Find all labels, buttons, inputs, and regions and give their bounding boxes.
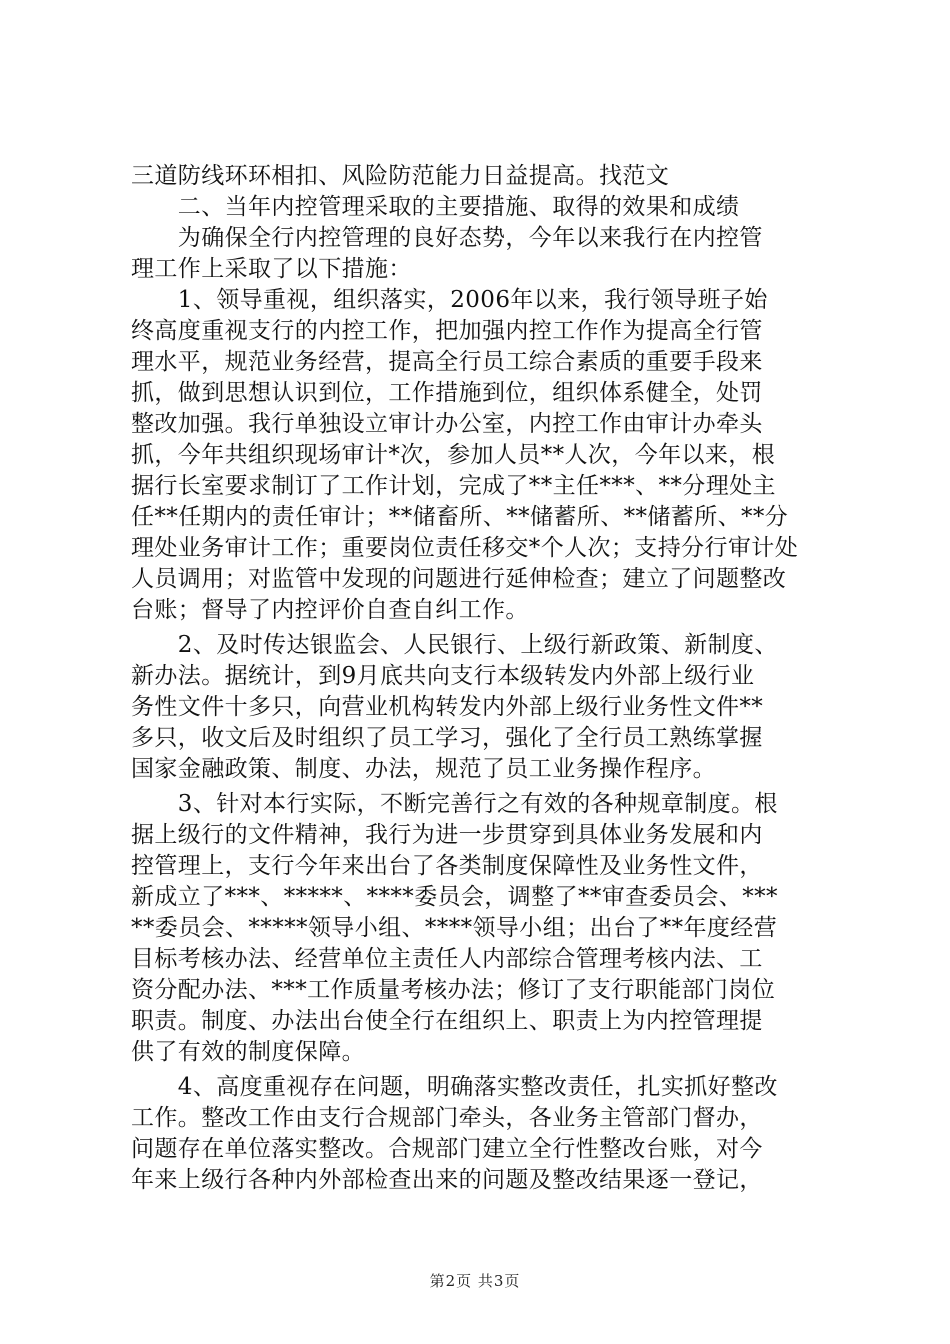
text-line: 工作。整改工作由支行合规部门牵头，各业务主管部门督办， — [131, 1105, 763, 1131]
document-body — [131, 161, 831, 1196]
text-line: 为确保全行内控管理的良好态势，今年以来我行在内控管 — [131, 225, 763, 251]
text-line: 年来上级行各种内外部检查出来的问题及整改结果逐一登记， — [131, 1167, 763, 1193]
text-line: 供了有效的制度保障。 — [131, 1039, 365, 1065]
text-line: 问题存在单位落实整改。合规部门建立全行性整改台账，对今 — [131, 1136, 763, 1162]
text-line: 1、领导重视，组织落实，2006年以来，我行领导班子始 — [131, 287, 768, 313]
text-line: 台账；督导了内控评价自查自纠工作。 — [131, 597, 529, 623]
text-line: 2、及时传达银监会、人民银行、上级行新政策、新制度、 — [131, 632, 778, 658]
text-line: 职责。制度、办法出台使全行在组织上、职责上为内控管理提 — [131, 1008, 763, 1034]
text-line: 4、高度重视存在问题，明确落实整改责任，扎实抓好整改 — [131, 1074, 778, 1100]
text-line: 新办法。据统计，到9月底共向支行本级转发内外部上级行业 — [131, 663, 755, 689]
text-line: 据行长室要求制订了工作计划，完成了**主任***、**分理处主 — [131, 473, 776, 499]
text-line: 理处业务审计工作；重要岗位责任移交*个人次；支持分行审计处 — [131, 535, 799, 561]
text-line: 资分配办法、***工作质量考核办法；修订了支行职能部门岗位 — [131, 977, 776, 1003]
text-line: 抓，今年共组织现场审计*次，参加人员**人次，今年以来，根 — [131, 442, 776, 468]
text-line: 理工作上采取了以下措施： — [131, 256, 412, 282]
text-line: 理水平，规范业务经营，提高全行员工综合素质的重要手段来 — [131, 349, 763, 375]
text-line: 任**任期内的责任审计；**储畜所、**储蓄所、**储蓄所、**分 — [131, 504, 789, 530]
text-line: 国家金融政策、制度、办法，规范了员工业务操作程序。 — [131, 756, 716, 782]
text-line: 新成立了***、*****、****委员会，调整了**审查委员会、*** — [131, 884, 778, 910]
text-line: 人员调用；对监管中发现的问题进行延伸检查；建立了问题整改 — [131, 566, 787, 592]
text-line: 控管理上，支行今年来出台了各类制度保障性及业务性文件， — [131, 853, 763, 879]
text-line: 三道防线环环相扣、风险防范能力日益提高。找范文 — [131, 163, 670, 189]
text-line: 据上级行的文件精神，我行为进一步贯穿到具体业务发展和内 — [131, 822, 763, 848]
page-number-footer: 第2页 共3页 — [429, 1272, 521, 1290]
text-line: 目标考核办法、经营单位主责任人内部综合管理考核内法、工 — [131, 946, 763, 972]
text-line: 多只，收文后及时组织了员工学习，强化了全行员工熟练掌握 — [131, 725, 763, 751]
text-line: 务性文件十多只，向营业机构转发内外部上级行业务性文件** — [131, 694, 764, 720]
text-line: 抓，做到思想认识到位，工作措施到位，组织体系健全，处罚 — [131, 380, 763, 406]
section-heading: 二、当年内控管理采取的主要措施、取得的效果和成绩 — [131, 194, 740, 220]
text-line: 终高度重视支行的内控工作，把加强内控工作作为提高全行管 — [131, 318, 763, 344]
text-line: 整改加强。我行单独设立审计办公室，内控工作由审计办牵头 — [131, 411, 763, 437]
text-line: **委员会、*****领导小组、****领导小组；出台了**年度经营 — [131, 915, 778, 941]
text-line: 3、针对本行实际，不断完善行之有效的各种规章制度。根 — [131, 791, 778, 817]
